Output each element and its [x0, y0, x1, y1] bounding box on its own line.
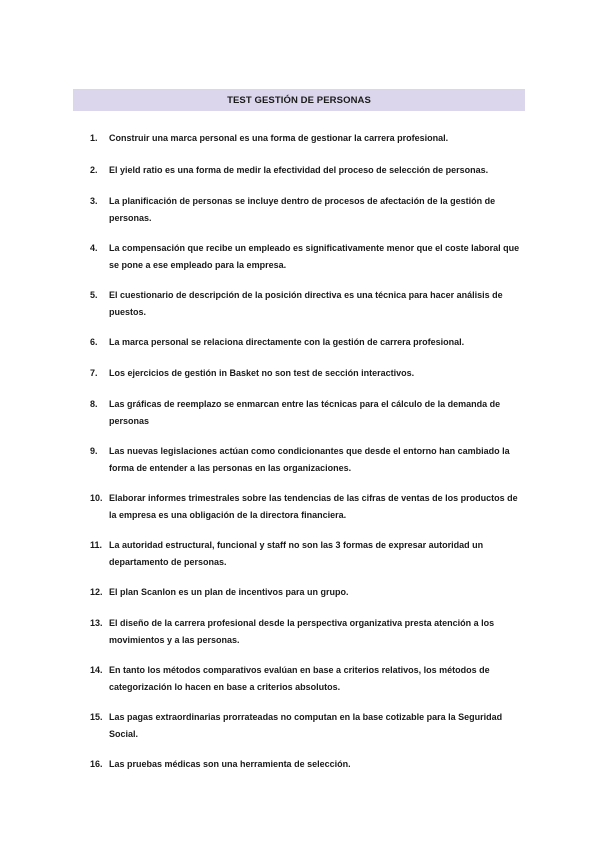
question-item — [90, 287, 520, 320]
page-title: TEST GESTIÓN DE PERSONAS — [73, 89, 525, 111]
question-text: La planificación de personas se incluye dentro de procesos de afectación de la gestión de personas. — [109, 196, 496, 223]
question-item — [90, 615, 520, 648]
question-item — [90, 490, 520, 523]
question-text: El diseño de la carrera profesional desde la perspectiva organizativa presta atención a los movimientos y a las personas. — [109, 618, 495, 645]
question-item — [90, 240, 520, 273]
question-item — [90, 537, 520, 570]
question-number: 9. — [90, 446, 98, 456]
question-text: Las nuevas legislaciones actúan como condicionantes que desde el entorno han cambiado la forma de entender a las personas en las organizaciones. — [109, 446, 510, 473]
question-text: La autoridad estructural, funcional y staff no son las 3 formas de expresar autoridad un departamento de personas. — [109, 540, 484, 567]
question-text: Las pagas extraordinarias prorrateadas no computan en la base cotizable para la Seguridad Social. — [109, 712, 503, 739]
question-text: Las pruebas médicas son una herramienta de selección. — [109, 759, 351, 769]
question-text: El cuestionario de descripción de la posición directiva es una técnica para hacer análisis de puestos. — [109, 290, 503, 317]
question-number: 11. — [90, 540, 103, 550]
question-item — [90, 662, 520, 695]
question-item — [90, 193, 520, 226]
question-number: 2. — [90, 165, 98, 175]
question-item — [90, 584, 520, 601]
question-number: 6. — [90, 337, 98, 347]
question-number: 7. — [90, 368, 98, 378]
question-number: 8. — [90, 399, 98, 409]
question-text: La marca personal se relaciona directamente con la gestión de carrera profesional. — [109, 337, 465, 347]
question-text: El yield ratio es una forma de medir la efectividad del proceso de selección de personas. — [109, 165, 489, 175]
question-text: El plan Scanlon es un plan de incentivos para un grupo. — [109, 587, 349, 597]
question-number: 3. — [90, 196, 98, 206]
question-text: Los ejercicios de gestión in Basket no son test de sección interactivos. — [109, 368, 415, 378]
question-item — [90, 443, 520, 476]
question-number: 5. — [90, 290, 98, 300]
question-item — [90, 130, 520, 147]
question-text: Las gráficas de reemplazo se enmarcan entre las técnicas para el cálculo de la demanda de personas — [109, 399, 501, 426]
question-item — [90, 396, 520, 429]
question-item — [90, 365, 520, 382]
question-text: Construir una marca personal es una forma de gestionar la carrera profesional. — [109, 133, 449, 143]
question-text: La compensación que recibe un empleado es significativamente menor que el coste laboral que se pone a ese empleado para la empresa. — [109, 243, 520, 270]
question-number: 14. — [90, 665, 103, 675]
question-number: 15. — [90, 712, 103, 722]
question-item — [90, 162, 520, 179]
question-text: Elaborar informes trimestrales sobre las tendencias de las cifras de ventas de los productos de la empresa es una obligación de la directora financiera. — [109, 493, 518, 520]
question-item — [90, 709, 520, 742]
question-item — [90, 334, 520, 351]
question-number: 13. — [90, 618, 103, 628]
question-item — [90, 756, 520, 773]
question-number: 4. — [90, 243, 98, 253]
question-text: En tanto los métodos comparativos evalúan en base a criterios relativos, los métodos de categorización lo hacen en base a criterios absolutos. — [109, 665, 490, 692]
question-number: 16. — [90, 759, 103, 769]
question-number: 1. — [90, 133, 98, 143]
question-number: 12. — [90, 587, 103, 597]
question-number: 10. — [90, 493, 103, 503]
